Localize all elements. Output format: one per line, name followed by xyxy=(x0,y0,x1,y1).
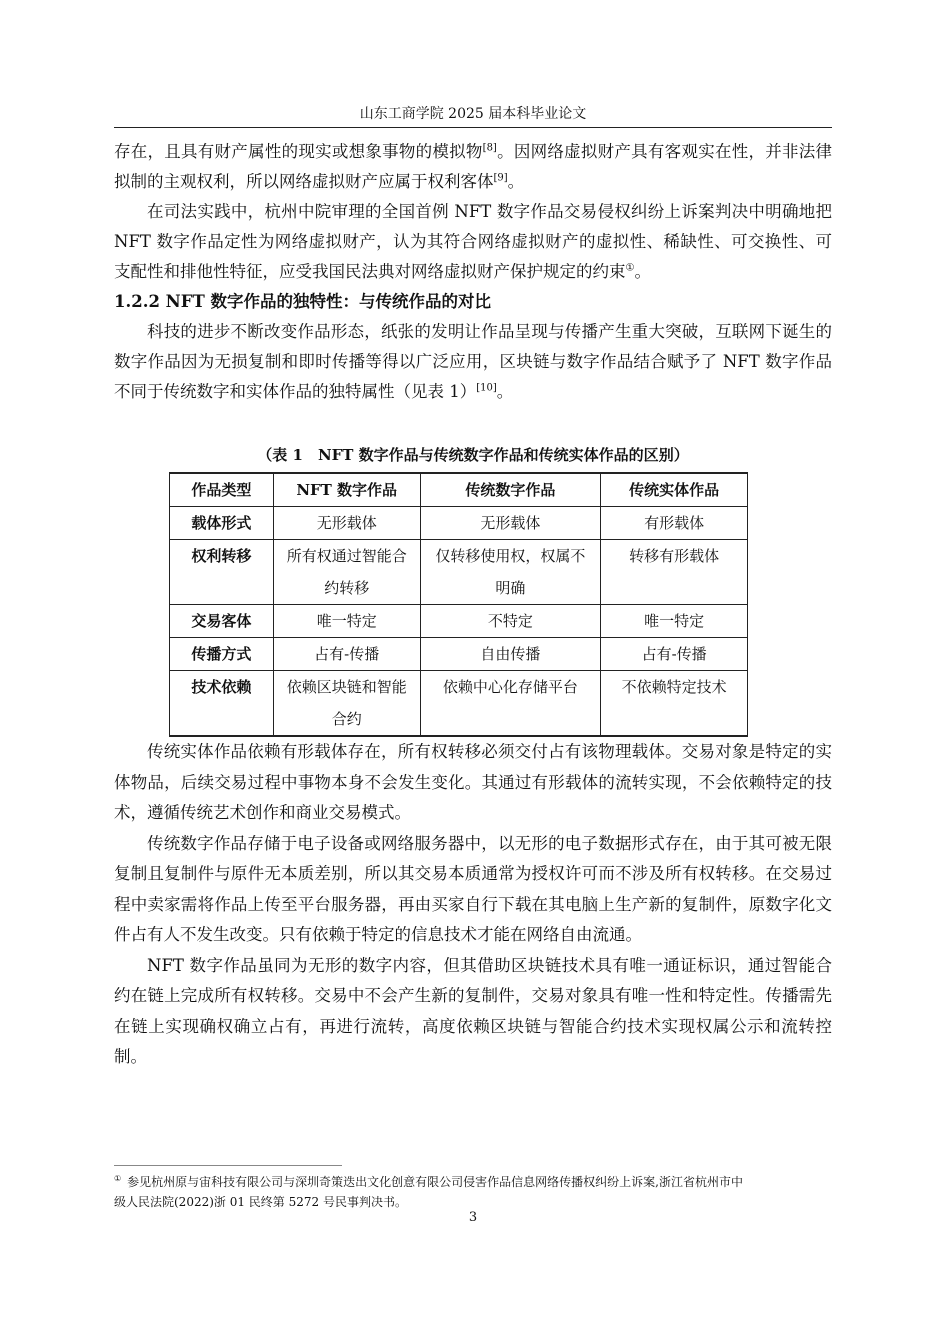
row-label: 交易客体 xyxy=(170,605,274,638)
table-row xyxy=(170,605,748,638)
footnote xyxy=(114,1172,754,1212)
table-cell: 唯一特定 xyxy=(601,605,748,638)
row-label: 载体形式 xyxy=(170,507,274,540)
footnote-rule xyxy=(114,1165,342,1166)
table-caption: （表 1 NFT 数字作品与传统数字作品和传统实体作品的区别） xyxy=(257,446,689,464)
table-cell: 依赖区块链和智能合约 xyxy=(273,671,420,737)
table-header-row xyxy=(170,473,748,507)
paragraph-2: 在司法实践中，杭州中院审理的全国首例 NFT 数字作品交易侵权纠纷上诉案判决中明确地把 NFT 数字作品定性为网络虚拟财产，认为其符合网络虚拟财产的虚拟性、稀缺性、可交换性、可支配性和排他性特征，应受我国民法典对网络虚拟财产保护规定的约束①。 xyxy=(114,202,832,281)
body-upper xyxy=(114,137,832,407)
running-header: 山东工商学院 2025 届本科毕业论文 xyxy=(359,106,587,122)
table-cell: 占有-传播 xyxy=(601,638,748,671)
row-label: 传播方式 xyxy=(170,638,274,671)
table-cell: 不依赖特定技术 xyxy=(601,671,748,737)
paragraph-1: 存在，且具有财产属性的现实或想象事物的模拟物[8]。因网络虚拟财产具有客观实在性，并非法律拟制的主观权利，所以网络虚拟财产应属于权利客体[9]。 xyxy=(114,142,832,191)
table-cell: 无形载体 xyxy=(273,507,420,540)
paragraph-6: NFT 数字作品虽同为无形的数字内容，但其借助区块链技术具有唯一通证标识，通过智能合约在链上完成所有权转移。交易中不会产生新的复制件，交易对象具有唯一性和特定性。传播需先在链上实现确权确立占有，再进行流转，高度依赖区块链与智能合约技术实现权属公示和流转控制。 xyxy=(114,955,832,1066)
table-header-cell: 传统实体作品 xyxy=(601,473,748,507)
table-cell: 不特定 xyxy=(420,605,601,638)
table-cell: 无形载体 xyxy=(420,507,601,540)
table-header-cell: 传统数字作品 xyxy=(420,473,601,507)
table-cell: 仅转移使用权，权属不明确 xyxy=(420,540,601,605)
table-header-cell: NFT 数字作品 xyxy=(273,473,420,507)
citation-ref: [10] xyxy=(476,382,497,394)
row-label: 技术依赖 xyxy=(170,671,274,737)
table-header-cell: 作品类型 xyxy=(170,473,274,507)
table-cell: 有形载体 xyxy=(601,507,748,540)
footnote-text: 参见杭州原与宙科技有限公司与深圳奇策迭出文化创意有限公司侵害作品信息网络传播权纠纷上诉案,浙江省杭州市中级人民法院(2022)浙 01 民终第 5272 号民事判决书。 xyxy=(114,1175,743,1209)
table-cell: 唯一特定 xyxy=(273,605,420,638)
footnote-mark: ① xyxy=(114,1174,122,1183)
table-row xyxy=(170,671,748,737)
section-heading: 1.2.2 NFT 数字作品的独特性：与传统作品的对比 xyxy=(114,292,491,311)
row-label: 权利转移 xyxy=(170,540,274,605)
header-rule xyxy=(114,127,832,128)
paragraph-5: 传统数字作品存储于电子设备或网络服务器中，以无形的电子数据形式存在，由于其可被无限复制且复制件与原件无本质差别，所以其交易本质通常为授权许可而不涉及所有权转移。在交易过程中卖家需将作品上传至平台服务器，再由买家自行下载在其电脑上生产新的复制件，原数字化文件占有人不发生改变。只有依赖于特定的信息技术才能在网络自由流通。 xyxy=(114,833,832,944)
table-row xyxy=(170,507,748,540)
table-cell: 所有权通过智能合约转移 xyxy=(273,540,420,605)
table-cell: 转移有形载体 xyxy=(601,540,748,605)
table-cell: 占有-传播 xyxy=(273,638,420,671)
table-row xyxy=(170,638,748,671)
paragraph-4: 传统实体作品依赖有形载体存在，所有权转移必须交付占有该物理载体。交易对象是特定的实体物品，后续交易过程中事物本身不会发生变化。其通过有形载体的流转实现，不会依赖特定的技术，遵循传统艺术创作和商业交易模式。 xyxy=(114,742,832,822)
body-lower xyxy=(114,737,832,1073)
page-number: 3 xyxy=(468,1210,478,1225)
table-row xyxy=(170,540,748,605)
footnote-ref: ① xyxy=(625,262,635,274)
table-cell: 自由传播 xyxy=(420,638,601,671)
table-cell: 依赖中心化存储平台 xyxy=(420,671,601,737)
paragraph-3: 科技的进步不断改变作品形态，纸张的发明让作品呈现与传播产生重大突破，互联网下诞生的数字作品因为无损复制和即时传播等得以广泛应用，区块链与数字作品结合赋予了 NFT 数字作品不同于传统数字和实体作品的独特属性（见表 1）[10]。 xyxy=(114,322,832,401)
citation-ref: [9] xyxy=(493,172,508,184)
citation-ref: [8] xyxy=(482,142,497,154)
comparison-table xyxy=(169,472,748,737)
